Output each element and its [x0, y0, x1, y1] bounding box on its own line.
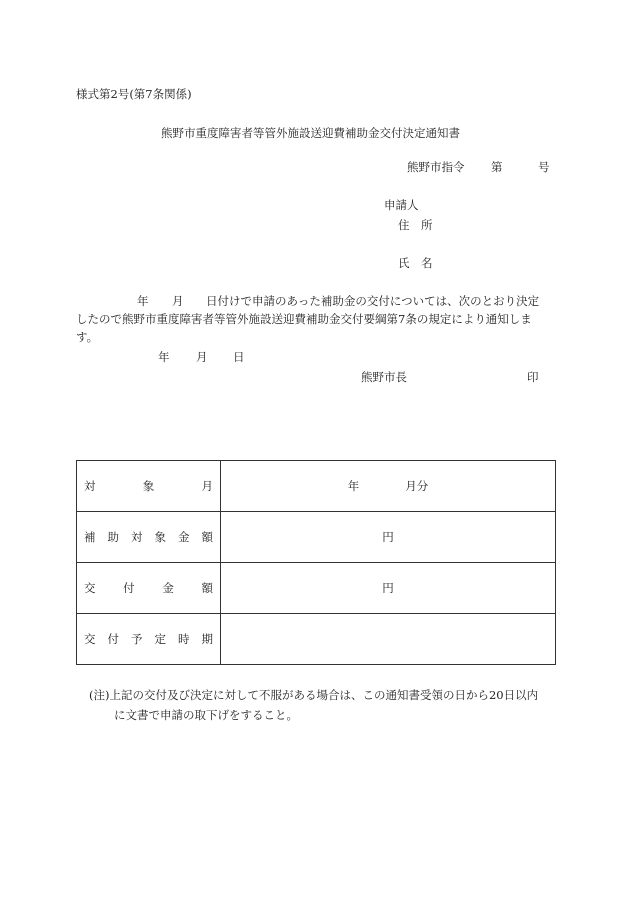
table-row — [77, 461, 556, 512]
applicant-label: 申請人 — [384, 198, 419, 212]
document-title: 熊野市重度障害者等管外施設送迎費補助金交付決定通知書 — [161, 126, 460, 140]
seal-mark: 印 — [527, 370, 539, 384]
row-value-subsidy-base-amount: 円 — [221, 512, 556, 563]
row-label-scheduled-grant-period: 交 付 予 定 時 期 — [77, 614, 221, 665]
row-label-target-month: 対 象 月 — [77, 461, 221, 512]
form-number: 様式第2号(第7条関係) — [76, 87, 192, 101]
row-value-target-month: 年 月分 — [221, 461, 556, 512]
row-value-grant-amount: 円 — [221, 563, 556, 614]
body-line2: したので熊野市重度障害者等管外施設送迎費補助金交付要綱第7条の規定により通知しま — [76, 312, 532, 326]
date-month: 月 — [196, 350, 208, 364]
row-label-subsidy-base-amount: 補 助 対 象 金 額 — [77, 512, 221, 563]
body-line3: す。 — [76, 330, 99, 344]
name-label: 氏 名 — [398, 256, 433, 270]
row-value-scheduled-grant-period — [221, 614, 556, 665]
table-row — [77, 563, 556, 614]
reference-go: 号 — [538, 160, 550, 174]
table-row — [77, 614, 556, 665]
date-day: 日 — [233, 350, 245, 364]
date-year: 年 — [158, 350, 170, 364]
reference-dai: 第 — [491, 160, 503, 174]
table-row — [77, 512, 556, 563]
note-line1: (注)上記の交付及び決定に対して不服がある場合は、この通知書受領の日から20日以内 — [89, 688, 539, 702]
note-line2: に文書で申請の取下げをすること。 — [114, 708, 298, 722]
body-month: 月 — [172, 294, 184, 308]
issuer-name: 熊野市長 — [361, 370, 407, 384]
reference-prefix: 熊野市指令 — [407, 160, 465, 174]
details-table — [76, 460, 556, 665]
address-label: 住 所 — [398, 218, 433, 232]
row-label-grant-amount: 交 付 金 額 — [77, 563, 221, 614]
body-line1-rest: 日付けで申請のあった補助金の交付については、次のとおり決定 — [206, 294, 540, 308]
body-year: 年 — [137, 294, 149, 308]
